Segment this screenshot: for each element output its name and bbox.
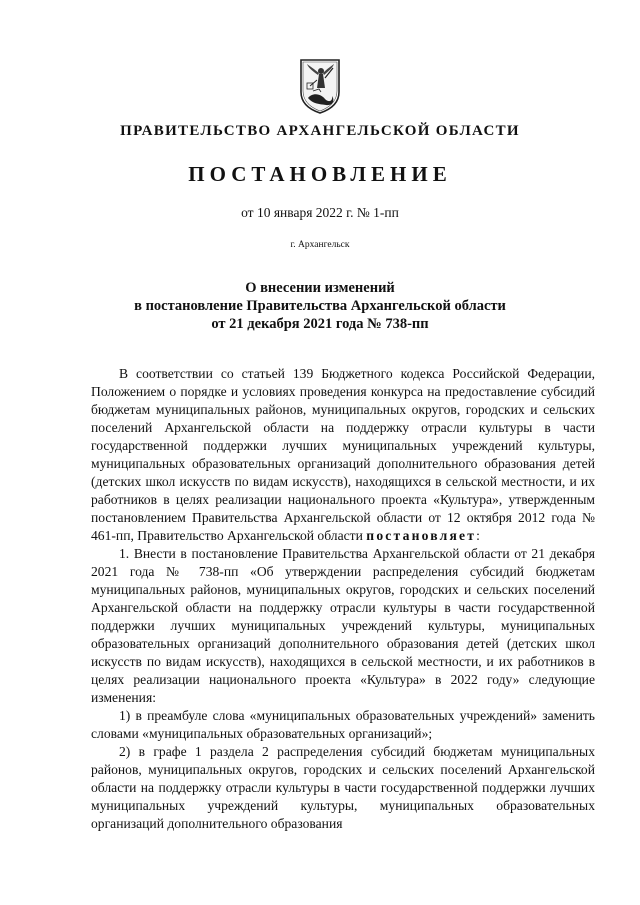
preamble-end: : [476,528,480,543]
document-date-number: от 10 января 2022 г. № 1-пп [241,205,399,220]
document-type-heading: ПОСТАНОВЛЕНИЕ [188,162,452,186]
document-city: г. Архангельск [290,240,350,250]
resolution-keyword: постановляет [366,528,477,543]
organization-name: ПРАВИТЕЛЬСТВО АРХАНГЕЛЬСКОЙ ОБЛАСТИ [120,123,520,139]
body-paragraph-1: 1. Внести в постановление Правительства Архангельской области от 21 декабря 2021 года № 738-пп «Об утверждении распределения субсидий бюджетам муниципальных районов, муниципальных округов, городских и сельских поселений Архангельской области на поддержку отрасли культуры в части государственной поддержки лучших муниципальных учреждений культуры, муниципальных образовательных организаций дополнительного образования детей (детских школ искусств по видам искусств), находящихся в сельской местности, и их работников в целях реализации национального проекта «Культура» в 2022 году» следующие изменения: [91,546,595,705]
preamble-text: В соответствии со статьей 139 Бюджетного кодекса Российской Федерации, Положением о порядке и условиях проведения конкурса на предоставление субсидий бюджетам муниципальных районов, муниципальных округов, городских и сельских поселений Архангельской области на поддержку отрасли культуры в части государственной поддержки лучших муниципальных учреждений культуры, муниципальных образовательных организаций дополнительного образования детей (детских школ искусств по видам искусств), находящихся в сельской местности, и их работников в целях реализации национального проекта «Культура», утвержденным постановлением Правительства Архангельской области от 12 октября 2012 года № 461-пп, Правительство Архангельской области [91,366,595,543]
document-title-line-3: от 21 декабря 2021 года № 738-пп [211,316,429,332]
document-body [91,365,595,833]
document-title-line-2: в постановление Правительства Архангельской области [134,298,506,314]
body-paragraph-1-1: 1) в преамбуле слова «муниципальных образовательных учреждений» заменить словами «муниципальных образовательных организаций»; [91,708,595,741]
coat-of-arms-emblem [299,58,341,114]
body-paragraph-preamble [91,365,595,545]
body-paragraph-1-2: 2) в графе 1 раздела 2 распределения субсидий бюджетам муниципальных районов, муниципальных округов, городских и сельских поселений Архангельской области на поддержку отрасли культуры в части государственной поддержки лучших муниципальных учреждений культуры, муниципальных образовательных организаций дополнительного образования [91,744,595,831]
document-title-line-1: О внесении изменений [245,280,395,296]
